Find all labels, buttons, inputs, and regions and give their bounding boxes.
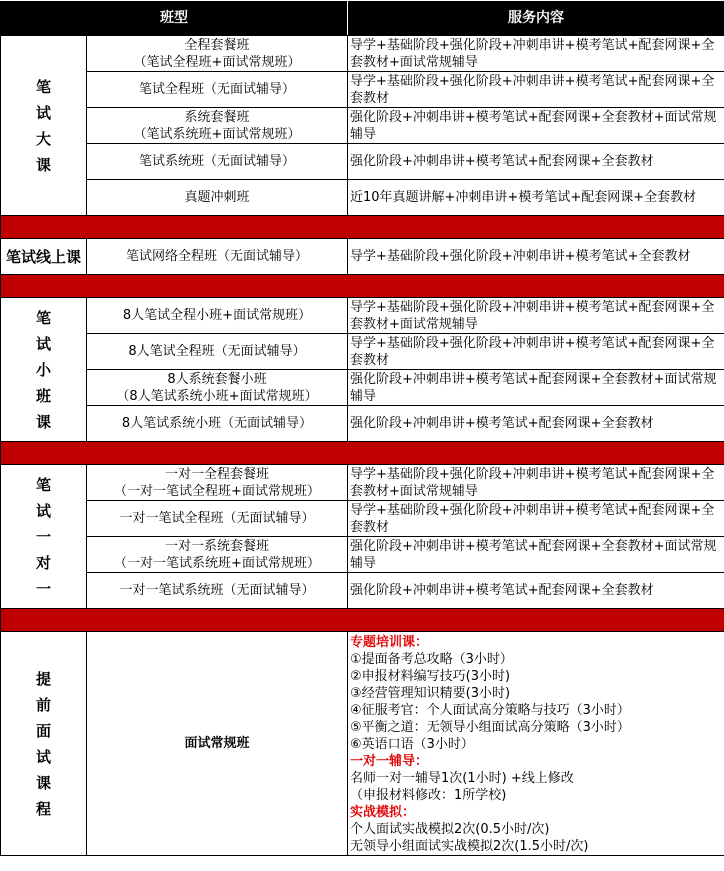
table-row [1,36,724,72]
class-name: 笔试网络全程班（无面试辅导） [125,249,308,264]
class-name: （8人笔试系统小班+面试常规班） [116,388,318,404]
class-name: （笔试系统班+面试常规班） [133,126,301,142]
section-divider [1,442,724,465]
class-name: 8人笔试全程班（无面试辅导） [128,344,306,359]
table-row [1,334,724,370]
class-cell [87,180,348,216]
service-cell: 强化阶段+冲刺串讲+模考笔试+配套网课+全套教材 [348,406,724,442]
service-heading: 专题培训课： [350,635,429,650]
category-label: 提前面试课程 [36,669,52,818]
table-row [1,501,724,537]
class-cell [87,298,348,334]
class-cell [87,406,348,442]
table-row [1,370,724,406]
category-cell [1,36,87,216]
class-name: 一对一笔试全程班（无面试辅导） [119,511,315,526]
divider-cell [1,442,724,465]
service-cell: 强化阶段+冲刺串讲+模考笔试+配套网课+全套教材+面试常规辅导 [348,537,724,573]
service-line: ③经营管理知识精要(3小时) [350,686,511,701]
class-cell [87,239,348,275]
table-row [1,537,724,573]
service-line: （申报材料修改：1所学校) [350,788,507,803]
table-row [1,298,724,334]
service-cell [348,632,724,856]
service-line: ④征服考官：个人面试高分策略与技巧（3小时） [350,703,630,718]
service-cell: 强化阶段+冲刺串讲+模考笔试+配套网课+全套教材 [348,144,724,180]
class-name: 8人笔试全程小班+面试常规班） [122,308,312,323]
table-row [1,108,724,144]
class-name: 笔试系统班（无面试辅导） [138,154,295,169]
table-row [1,72,724,108]
class-cell [87,370,348,406]
class-name: 8人系统套餐小班 [167,371,267,387]
header-row [1,1,724,36]
service-line: ②申报材料编写技巧(3小时) [350,669,511,684]
class-name: （笔试全程班+面试常规班） [133,54,301,70]
service-line: 个人面试实战模拟2次(0.5小时/次) [350,822,550,837]
class-name: 系统套餐班 [184,109,250,125]
class-name: 一对一系统套餐班 [164,538,269,554]
service-cell: 强化阶段+冲刺串讲+模考笔试+配套网课+全套教材 [348,573,724,609]
class-cell [87,334,348,370]
category-cell [1,239,87,275]
service-cell: 导学+基础阶段+强化阶段+冲刺串讲+模考笔试+配套网课+全套教材 [348,501,724,537]
class-cell [87,144,348,180]
category-label: 笔试线上课 [5,247,81,266]
service-line: ⑥英语口语（3小时） [350,737,474,752]
class-cell [87,501,348,537]
divider-cell [1,609,724,632]
service-line: ①提面备考总攻略（3小时） [350,652,513,667]
category-label: 笔试小班课 [36,308,52,431]
table-row [1,406,724,442]
class-cell [87,465,348,501]
class-cell [87,108,348,144]
header-class: 班型 [1,1,348,36]
class-name: 全程套餐班 [184,37,250,53]
section-divider [1,609,724,632]
category-cell [1,632,87,856]
class-cell [87,573,348,609]
table-row [1,239,724,275]
class-cell [87,537,348,573]
service-heading: 一对一辅导： [350,754,429,769]
category-label: 笔试大课 [36,77,52,174]
table-row [1,180,724,216]
class-name: 笔试全程班（无面试辅导） [138,82,295,97]
service-cell: 导学+基础阶段+强化阶段+冲刺串讲+模考笔试+配套网课+全套教材+面试常规辅导 [348,298,724,334]
category-label: 笔试一对一 [36,475,52,598]
service-cell: 导学+基础阶段+强化阶段+冲刺串讲+模考笔试+配套网课+全套教材 [348,334,724,370]
category-cell [1,298,87,442]
section-divider [1,216,724,239]
table-row [1,573,724,609]
service-cell: 强化阶段+冲刺串讲+模考笔试+配套网课+全套教材+面试常规辅导 [348,108,724,144]
service-cell: 强化阶段+冲刺串讲+模考笔试+配套网课+全套教材+面试常规辅导 [348,370,724,406]
service-cell: 导学+基础阶段+强化阶段+冲刺串讲+模考笔试+配套网课+全套教材+面试常规辅导 [348,465,724,501]
header-service: 服务内容 [348,1,724,36]
service-line: ⑤平衡之道：无领导小组面试高分策略（3小时） [350,720,630,735]
service-heading: 实战模拟： [350,805,416,820]
service-cell: 导学+基础阶段+强化阶段+冲刺串讲+模考笔试+配套网课+全套教材 [348,72,724,108]
service-line: 名师一对一辅导1次(1小时) +线上修改 [350,771,574,786]
class-name: 一对一笔试系统班（无面试辅导） [119,583,315,598]
service-line: 无领导小组面试实战模拟2次(1.5小时/次) [350,839,589,854]
class-name: 一对一全程套餐班 [164,466,269,482]
service-cell: 近10年真题讲解+冲刺串讲+模考笔试+配套网课+全套教材 [348,180,724,216]
divider-cell [1,275,724,298]
class-cell [87,36,348,72]
class-name: 8人笔试系统小班（无面试辅导） [121,416,313,431]
class-name: 面试常规班 [184,736,250,751]
service-cell: 导学+基础阶段+强化阶段+冲刺串讲+模考笔试+全套教材 [348,239,724,275]
table-row [1,144,724,180]
class-name: （一对一笔试系统班+面试常规班） [114,555,320,571]
class-cell [87,72,348,108]
table-row [1,465,724,501]
table-row [1,632,724,856]
divider-cell [1,216,724,239]
class-name: （一对一笔试全程班+面试常规班） [114,483,320,499]
section-divider [1,275,724,298]
category-cell [1,465,87,609]
class-name: 真题冲刺班 [184,190,250,205]
class-cell [87,632,348,856]
service-cell: 导学+基础阶段+强化阶段+冲刺串讲+模考笔试+配套网课+全套教材+面试常规辅导 [348,36,724,72]
